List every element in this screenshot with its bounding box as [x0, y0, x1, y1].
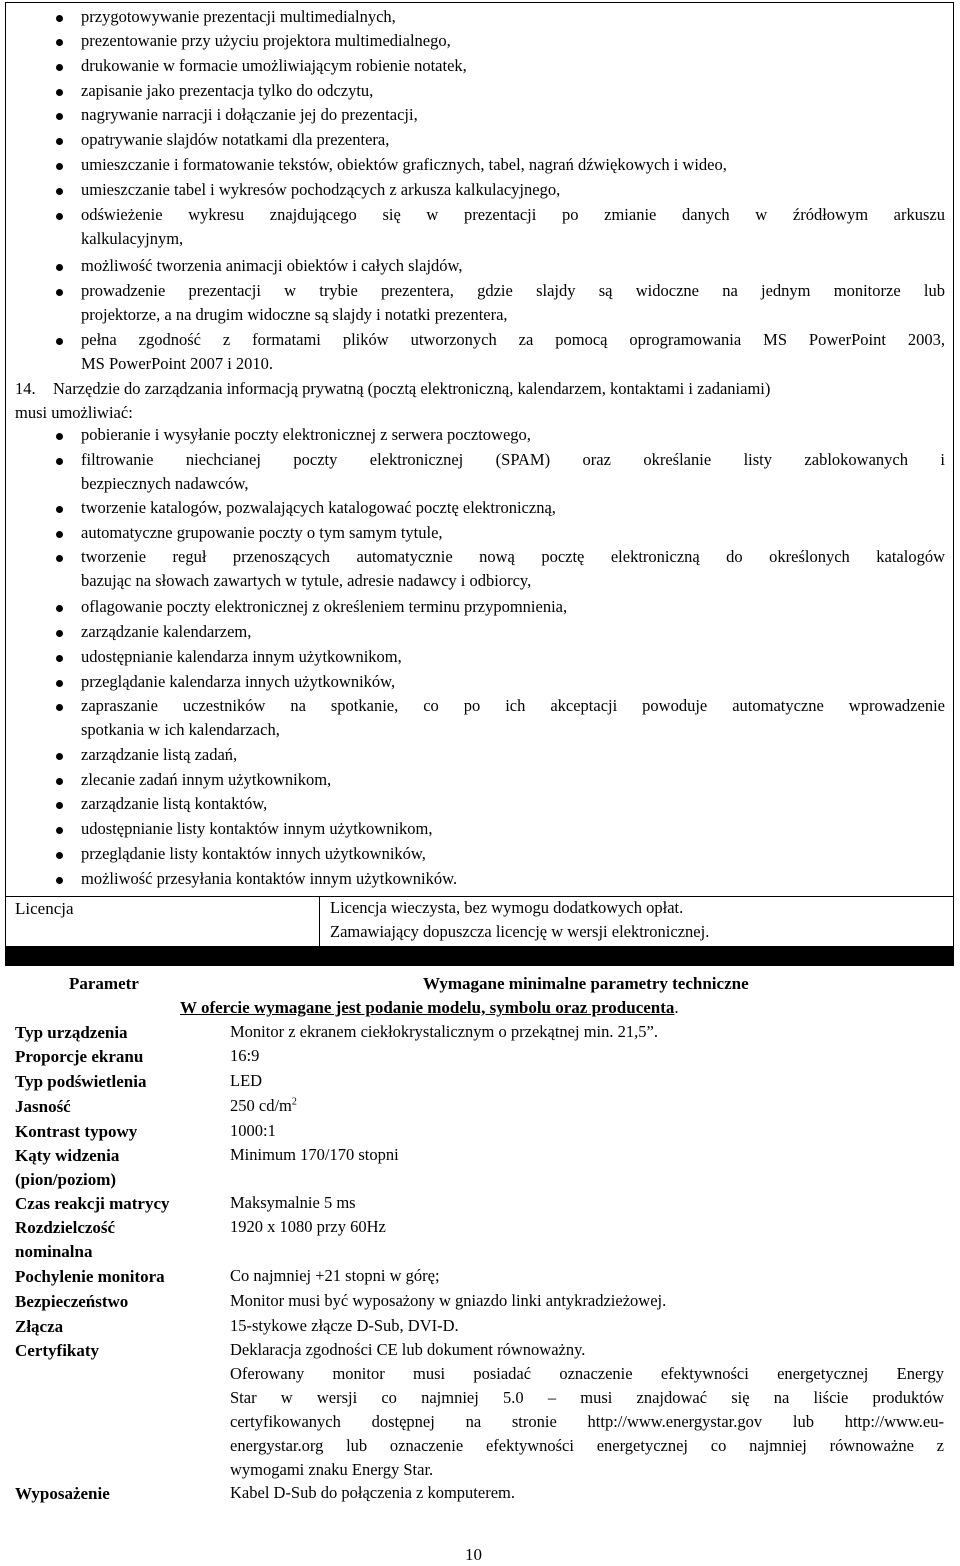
- email-feature-item-text: automatyczne grupowanie poczty o tym samym tytule,: [81, 523, 443, 542]
- feature-item-text: MS PowerPoint 2007 i 2010.: [81, 354, 274, 373]
- email-feature-item-bullet-icon: [56, 433, 63, 440]
- right-border: [953, 2, 954, 946]
- email-feature-item-text: udostępnianie kalendarza innym użytkownikom,: [81, 647, 402, 666]
- feature-item-bullet-icon: [56, 64, 63, 71]
- email-feature-item-bullet-icon: [56, 753, 63, 760]
- email-feature-item-text: tworzenie katalogów, pozwalających katalogować pocztę elektroniczną,: [81, 498, 556, 517]
- feature-item-bullet-icon: [56, 163, 63, 170]
- spec-parameter-label: Kontrast typowy: [15, 1122, 138, 1141]
- offer-requirement-note-period: .: [674, 998, 679, 1017]
- feature-item-text: prezentowanie przy użyciu projektora multimedialnego,: [81, 31, 451, 50]
- license-label: Licencja: [15, 899, 74, 918]
- email-feature-item-text: filtrowanie niechcianej poczty elektronicznej (SPAM) oraz określanie listy zablokowanych i: [81, 450, 945, 469]
- email-feature-item-bullet-icon: [56, 802, 63, 809]
- email-feature-item-text: tworzenie reguł przenoszących automatycznie nową pocztę elektroniczną do określonych katalogów: [81, 547, 945, 566]
- feature-item-bullet-icon: [56, 188, 63, 195]
- spec-parameter-label: Proporcje ekranu: [15, 1047, 144, 1066]
- feature-item-text: drukowanie w formacie umożliwiającym robienie notatek,: [81, 56, 467, 75]
- requirements-column-header: Wymagane minimalne parametry techniczne: [423, 974, 749, 993]
- email-feature-item-bullet-icon: [56, 630, 63, 637]
- feature-item-text: umieszczanie tabel i wykresów pochodzących z arkusza kalkulacyjnego,: [81, 180, 561, 199]
- item-14-text-line-1: Narzędzie do zarządzania informacją prywatną (pocztą elektroniczną, kalendarzem, kontaktami i zadaniami): [53, 379, 771, 398]
- spec-parameter-label: Bezpieczeństwo: [15, 1292, 129, 1311]
- spec-parameter-label: nominalna: [15, 1242, 93, 1261]
- email-feature-item-text: możliwość przesyłania kontaktów innym użytkowników.: [81, 869, 458, 888]
- feature-item-text: projektorze, a na drugim widoczne są slajdy i notatki prezentera,: [81, 305, 508, 324]
- email-feature-item-bullet-icon: [56, 605, 63, 612]
- spec-parameter-label: Kąty widzenia: [15, 1146, 120, 1165]
- email-feature-item-text: zlecanie zadań innym użytkownikom,: [81, 770, 332, 789]
- feature-item-text: odświeżenie wykresu znajdującego się w prezentacji po zmianie danych w źródłowym arkuszu: [81, 205, 945, 224]
- spec-parameter-label: (pion/poziom): [15, 1170, 117, 1189]
- email-feature-item-text: oflagowanie poczty elektronicznej z określeniem terminu przypomnienia,: [81, 597, 568, 616]
- spec-parameter-value: Monitor z ekranem ciekłokrystalicznym o przekątnej min. 21,5”.: [230, 1022, 658, 1041]
- email-feature-item-bullet-icon: [56, 458, 63, 465]
- email-feature-item-bullet-icon: [56, 531, 63, 538]
- top-border: [5, 2, 954, 3]
- email-feature-item-bullet-icon: [56, 680, 63, 687]
- spec-parameter-value: 250 $cd/m^2$: [230, 1096, 297, 1115]
- feature-item-text: umieszczanie i formatowanie tekstów, obiektów graficznych, tabel, nagrań dźwiękowych i wideo,: [81, 155, 727, 174]
- feature-item-text: kalkulacyjnym,: [81, 229, 184, 248]
- spec-parameter-label: Typ podświetlenia: [15, 1072, 147, 1091]
- license-line-1: Licencja wieczysta, bez wymogu dodatkowych opłat.: [330, 898, 684, 917]
- spec-parameter-value: Oferowany monitor musi posiadać oznaczenie efektywności energetycznej Energy: [230, 1364, 944, 1383]
- spec-parameter-value: 1000:1: [230, 1121, 276, 1140]
- feature-item-bullet-icon: [56, 39, 63, 46]
- email-feature-item-text: udostępnianie listy kontaktów innym użytkownikom,: [81, 819, 433, 838]
- item-14-text-line-2: musi umożliwiać:: [15, 403, 133, 422]
- email-feature-item-bullet-icon: [56, 655, 63, 662]
- superscript: 2: [291, 1096, 297, 1108]
- feature-item-bullet-icon: [56, 89, 63, 96]
- email-feature-item-bullet-icon: [56, 555, 63, 562]
- feature-item-bullet-icon: [56, 15, 63, 22]
- spec-parameter-label: Złącza: [15, 1317, 64, 1336]
- license-line-2: Zamawiający dopuszcza licencję w wersji elektronicznej.: [330, 922, 710, 941]
- email-feature-item-bullet-icon: [56, 877, 63, 884]
- email-feature-item-text: przeglądanie listy kontaktów innych użytkowników,: [81, 844, 426, 863]
- license-divider: [319, 896, 320, 946]
- email-feature-item-text: pobieranie i wysyłanie poczty elektronicznej z serwera pocztowego,: [81, 425, 531, 444]
- offer-requirement-note: [180, 999, 679, 1016]
- feature-item-text: przygotowywanie prezentacji multimedialnych,: [81, 7, 396, 26]
- spec-parameter-label: Certyfikaty: [15, 1341, 100, 1360]
- email-feature-item-bullet-icon: [56, 852, 63, 859]
- spec-parameter-value: certyfikowanych dostępnej na stronie http://www.energystar.gov lub http://www.eu-: [230, 1412, 944, 1431]
- email-feature-item-text: zarządzanie kalendarzem,: [81, 622, 252, 641]
- email-feature-item-text: przeglądanie kalendarza innych użytkowników,: [81, 672, 396, 691]
- feature-item-text: pełna zgodność z formatami plików utworzonych za pomocą oprogramowania MS PowerPoint 2003,: [81, 330, 945, 349]
- parameter-column-header: Parametr: [69, 974, 139, 993]
- feature-item-text: prowadzenie prezentacji w trybie prezentera, gdzie slajdy są widoczne na jednym monitorze lub: [81, 281, 945, 300]
- spec-parameter-label: Wyposażenie: [15, 1484, 110, 1503]
- feature-item-bullet-icon: [56, 113, 63, 120]
- email-feature-item-text: zarządzanie listą kontaktów,: [81, 794, 268, 813]
- spec-parameter-value: Maksymalnie 5 ms: [230, 1193, 356, 1212]
- spec-parameter-label: Rozdzielczość: [15, 1218, 116, 1237]
- spec-parameter-value: Minimum 170/170 stopni: [230, 1145, 399, 1164]
- spec-parameter-value: Star w wersji co najmniej 5.0 – musi znajdować się na liście produktów: [230, 1388, 944, 1407]
- spec-parameter-value: Kabel D-Sub do połączenia z komputerem.: [230, 1483, 515, 1502]
- spec-parameter-value: Co najmniej +21 stopni w górę;: [230, 1266, 440, 1285]
- email-feature-item-bullet-icon: [56, 704, 63, 711]
- spec-parameter-label: Jasność: [15, 1097, 71, 1116]
- feature-item-bullet-icon: [56, 338, 63, 345]
- email-feature-item-text: bezpiecznych nadawców,: [81, 474, 249, 493]
- feature-item-text: opatrywanie slajdów notatkami dla prezentera,: [81, 130, 390, 149]
- email-feature-item-text: bazując na słowach zawartych w tytule, adresie nadawcy i odbiorcy,: [81, 571, 532, 590]
- item-14-number: 14.: [15, 379, 36, 398]
- offer-requirement-note-text: W ofercie wymagane jest podanie modelu, symbolu oraz producenta: [180, 998, 675, 1017]
- spec-parameter-value: wymogami znaku Energy Star.: [230, 1460, 434, 1479]
- feature-item-text: zapisanie jako prezentacja tylko do odczytu,: [81, 81, 374, 100]
- spec-parameter-value: 15-stykowe złącze D-Sub, DVI-D.: [230, 1316, 459, 1335]
- feature-item-text: możliwość tworzenia animacji obiektów i całych slajdów,: [81, 256, 463, 275]
- spec-parameter-value: 1920 x 1080 przy 60Hz: [230, 1217, 386, 1236]
- page-number: 10: [465, 1545, 482, 1564]
- spec-parameter-label: Czas reakcji matrycy: [15, 1194, 170, 1213]
- spec-parameter-value: Deklaracja zgodności CE lub dokument równoważny.: [230, 1340, 586, 1359]
- spec-parameter-value: Monitor musi być wyposażony w gniazdo linki antykradzieżowej.: [230, 1291, 667, 1310]
- spec-parameter-value: LED: [230, 1071, 263, 1090]
- spec-parameter-label: Pochylenie monitora: [15, 1267, 165, 1286]
- feature-item-bullet-icon: [56, 289, 63, 296]
- email-feature-item-bullet-icon: [56, 506, 63, 513]
- license-top-border: [5, 896, 954, 897]
- spec-parameter-label: Typ urządzenia: [15, 1023, 128, 1042]
- spec-parameter-value: 16:9: [230, 1046, 260, 1065]
- left-border: [5, 2, 6, 946]
- email-feature-item-text: zapraszanie uczestników na spotkanie, co po ich akceptacji powoduje automatyczne wprowadzenie: [81, 696, 945, 715]
- email-feature-item-bullet-icon: [56, 778, 63, 785]
- feature-item-bullet-icon: [56, 264, 63, 271]
- feature-item-bullet-icon: [56, 138, 63, 145]
- email-feature-item-bullet-icon: [56, 827, 63, 834]
- feature-item-text: nagrywanie narracji i dołączanie jej do prezentacji,: [81, 105, 418, 124]
- email-feature-item-text: spotkania w ich kalendarzach,: [81, 720, 280, 739]
- monitor-title: MONITOR TYP — A - 16 szt.: [352, 948, 570, 967]
- spec-parameter-value: energystar.org lub oznaczenie efektywności energetycznej co najmniej równoważne z: [230, 1436, 944, 1455]
- email-feature-item-text: zarządzanie listą zadań,: [81, 745, 238, 764]
- feature-item-bullet-icon: [56, 213, 63, 220]
